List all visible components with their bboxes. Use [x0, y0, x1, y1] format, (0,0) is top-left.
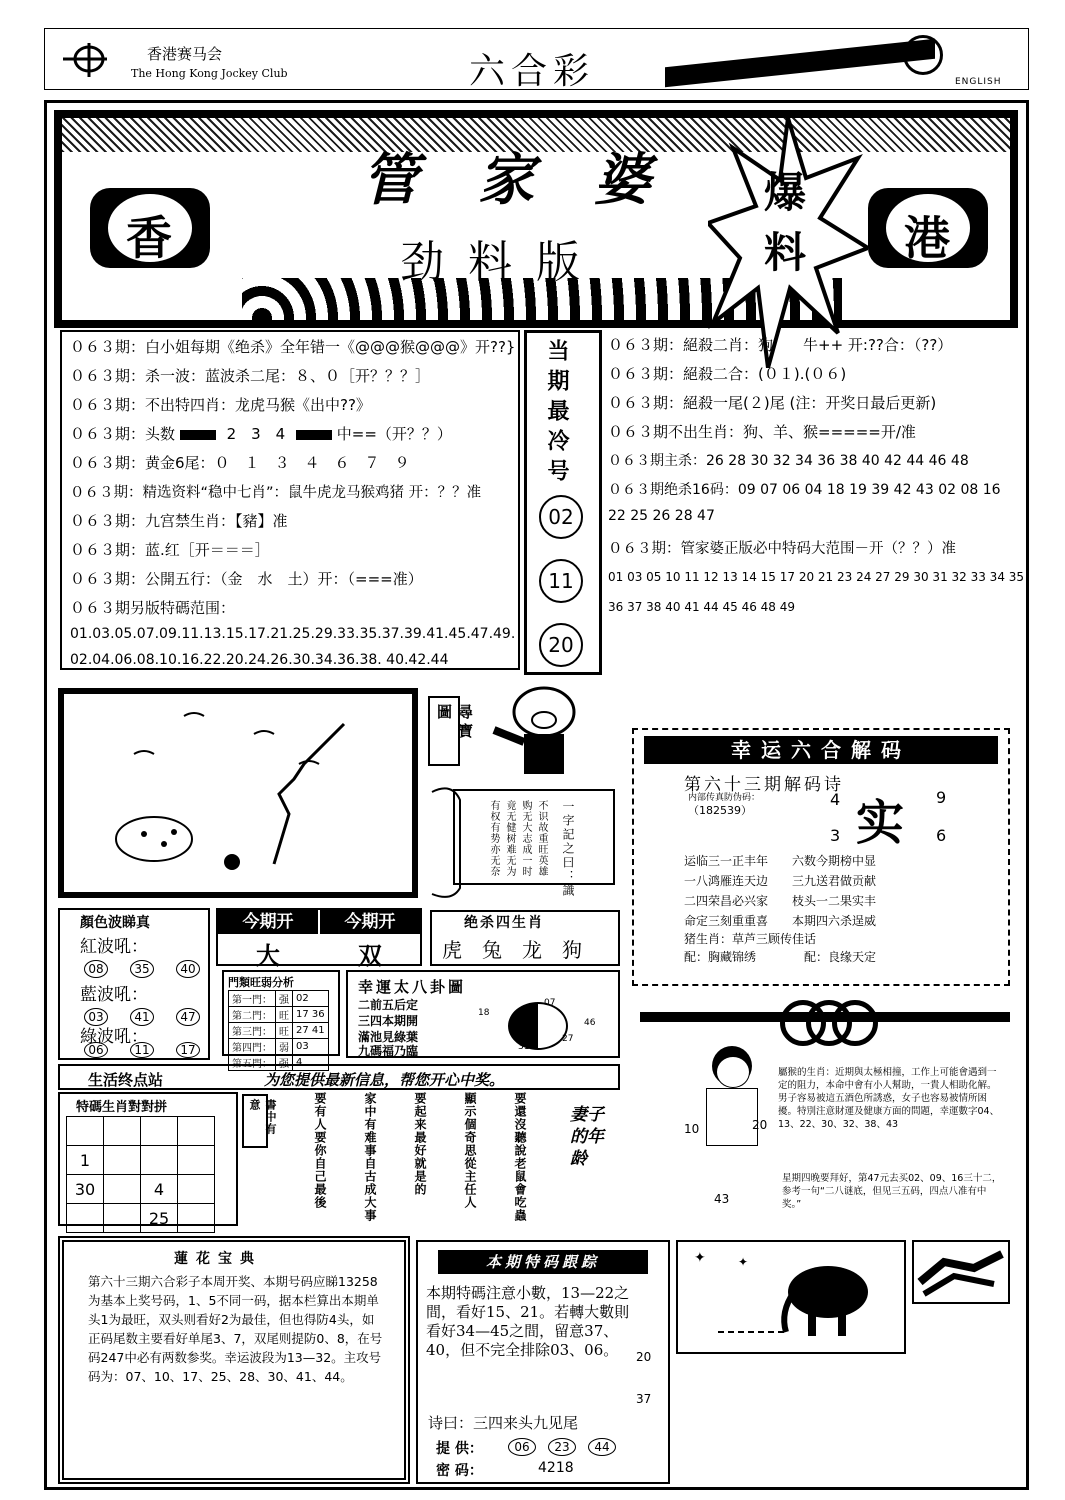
story-panel — [272, 1092, 536, 1232]
left-range-2: 02.04.06.08.10.16.22.20.24.26.30.34.36.38. 40.42.44 — [70, 652, 449, 668]
today-value-1: 大 — [256, 941, 280, 970]
banner-frame — [54, 110, 1018, 328]
gate-cell: 旺 — [276, 1023, 293, 1039]
elephant-drawing — [678, 1242, 904, 1352]
gate-cell: 第二門： — [229, 1007, 276, 1023]
zodiac-pair-title: 特碼生肖對對拼 — [76, 1100, 168, 1115]
red-num-2: 35 — [130, 960, 154, 978]
gate-cell: 03 — [293, 1039, 329, 1055]
track-code: 4218 — [538, 1460, 574, 1476]
gate-cell: 第四門： — [229, 1039, 276, 1055]
gate-cell: 4 — [293, 1055, 329, 1071]
banner-right-badge — [868, 188, 988, 268]
handshake-icon — [914, 1242, 1008, 1302]
left-info-panel — [60, 330, 520, 670]
bagua-line-3: 滿池見綠葉 — [358, 1030, 419, 1044]
today-panel — [216, 908, 422, 970]
track-side-1: 20 — [636, 1350, 652, 1364]
ring-icon — [832, 1000, 878, 1046]
hands-panel — [912, 1240, 1010, 1304]
info-line-3: ０６３期：不出特四肖：龙虎马猴《出中??》 — [70, 396, 371, 414]
table-row — [229, 1023, 329, 1039]
table-row — [229, 991, 329, 1007]
banner-subtitle: 劲料版 — [400, 237, 604, 288]
blue-wave-label: 藍波吼： — [80, 985, 148, 1005]
hint-label-box — [242, 1094, 277, 1148]
kill-four-panel — [430, 910, 620, 966]
track-text: 本期特碼注意小數，13—22之間，看好15、21。若轉大數則看好34—45之間，留意37、40，但不完全排除03、06。 — [426, 1284, 630, 1359]
bagua-num-1: 18 — [478, 1008, 490, 1018]
cold-number-3: 20 — [539, 623, 583, 667]
head-digits: 2 3 4 — [226, 425, 286, 443]
grid-cell: 25 — [141, 1204, 178, 1233]
gate-cell: 第三門： — [229, 1023, 276, 1039]
bagua-line-4: 九碼福乃臨 — [358, 1044, 419, 1058]
banner-left-badge — [90, 188, 210, 268]
treasure-label-box — [428, 696, 474, 766]
jockey-club-logo-icon — [61, 37, 109, 81]
svg-text:✦: ✦ — [738, 1255, 749, 1269]
treasure-map-frame — [58, 688, 418, 898]
right-info-panel — [606, 330, 1025, 670]
horse-banner-graphic — [665, 31, 935, 89]
grid-cell — [104, 1175, 141, 1204]
story-side-title — [570, 1104, 618, 1170]
grid-cell — [178, 1146, 215, 1175]
info-line-6: ０６３期：精选资料“稳中七肖”：鼠牛虎龙马猴鸡猪 开：？？准 — [70, 485, 482, 501]
table-row — [229, 1039, 329, 1055]
track-code-label: 密 码： — [436, 1463, 483, 1479]
info-line-9: ０６３期：公開五行：（金 水 土）开：（===准） — [70, 570, 423, 588]
elephant-panel — [676, 1240, 906, 1354]
grid-cell — [141, 1117, 178, 1146]
gate-table — [228, 990, 329, 1071]
zodiac-grid — [66, 1116, 215, 1233]
decode-panel — [632, 728, 1010, 986]
english-link[interactable]: ENGLISH — [955, 77, 1002, 87]
right-range-1: 01 03 05 10 11 12 13 14 15 17 20 21 23 24 27 29 30 31 32 33 34 35 — [608, 570, 1025, 584]
pig-mascot-icon — [486, 680, 596, 780]
color-wave-title: 顏色波睇真 — [80, 915, 150, 931]
grid-cell — [104, 1204, 141, 1233]
decode-line-4: 命定三刻重重喜 本期四六杀逞威 — [684, 914, 877, 928]
treasure-drawing — [64, 694, 412, 892]
today-header-1: 今期开 — [218, 910, 318, 934]
club-name-cn: 香港赛马会 — [147, 45, 223, 63]
decode-big-char: 实 — [856, 795, 905, 851]
kill-four-items: 虎 兔 龙 狗 — [442, 938, 582, 962]
woman-para-2: 星期四晚要拜好，第47元去买02、09、16三十二，参考一句“二八谜底，但见三五码，四点八准有中奖。” — [782, 1173, 1002, 1210]
gate-cell: 第一門： — [229, 991, 276, 1007]
woman-para-1: 屬猴的生肖：近期與太極相撞，工作上可能會遇到一定的阻力，本命中會有小人幫助，一貴人相助化解。男子容易被這五酒色所誘惑，女子也容易被情所困擾。特別注意財運及健康方面的問題，幸運數字04、13、22、30、32、38、43 — [778, 1067, 1000, 1130]
green-num-1: 06 — [84, 1042, 108, 1058]
decode-n2: 9 — [936, 788, 947, 807]
grid-cell — [178, 1117, 215, 1146]
banner-title: 管家婆 — [362, 147, 710, 213]
decode-line-3: 二四荣昌必兴家 枝头一二果实丰 — [684, 894, 877, 908]
right-line-5: ０６３期主杀：26 28 30 32 34 36 38 40 42 44 46 48 — [608, 453, 969, 469]
gate-cell: 第五門： — [229, 1055, 276, 1071]
grid-cell: 30 — [67, 1175, 104, 1204]
story-line-2: 顯示個奇思從主任人 — [463, 1092, 477, 1209]
bagua-num-4: 31 — [518, 1042, 530, 1052]
ad-strip — [58, 1064, 620, 1090]
grid-cell — [104, 1117, 141, 1146]
green-num-2: 11 — [130, 1042, 154, 1058]
gate-cell: 旺 — [276, 1007, 293, 1023]
track-poem: 诗曰：三四来头九见尾 — [428, 1414, 579, 1432]
info-line-1: ０６３期：白小姐每期《绝杀》全年错一《@@@猴@@@》开??} — [70, 338, 516, 356]
info-line-4 — [70, 423, 452, 444]
zodiac-pair-panel — [58, 1092, 238, 1226]
today-value-2: 双 — [358, 941, 382, 970]
cold-number-panel — [524, 330, 602, 675]
woman-n1: 10 — [684, 1122, 700, 1136]
grid-cell — [178, 1204, 215, 1233]
burst-text: 爆料 — [758, 170, 807, 290]
kill-four-title: 绝杀四生肖 — [464, 915, 544, 931]
red-num-3: 40 — [176, 960, 200, 978]
track-panel — [416, 1240, 670, 1484]
story-line-5: 要有人要你自己最後 — [313, 1092, 327, 1209]
color-wave-panel — [58, 908, 210, 1060]
decode-title: 第六十三期解码诗 — [684, 775, 844, 795]
decode-code: （182539） — [688, 804, 752, 817]
cold-number-2: 11 — [539, 559, 583, 603]
hkjc-round-icon — [903, 35, 943, 75]
red-wave-label: 紅波吼： — [80, 937, 148, 957]
track-side-2: 37 — [636, 1392, 652, 1406]
scroll-line-4: 不识故重旺英雄 — [536, 800, 547, 877]
info-line-10: ０６３期另版特碼范围： — [70, 599, 236, 617]
gate-title: 門類旺弱分析 — [228, 976, 294, 989]
gate-cell: 强 — [276, 991, 293, 1007]
info-line-7: ０６３期：九宫禁生肖：【豬】准 — [70, 512, 288, 530]
banner-right-char: 港 — [904, 211, 950, 265]
gate-cell: 强 — [276, 1055, 293, 1071]
red-num-1: 08 — [84, 960, 108, 978]
grid-cell — [67, 1117, 104, 1146]
cold-label: 当期最冷号 — [544, 339, 569, 489]
info-line-8: ０６３期：蓝.红［开＝＝＝］ — [70, 541, 270, 559]
today-header-2: 今期开 — [320, 910, 420, 934]
grid-cell: 1 — [67, 1146, 104, 1175]
green-num-3: 17 — [176, 1042, 200, 1058]
info-line-2: ０６３期：杀一波：蓝波杀二尾：８、０［开？？？］ — [70, 367, 431, 385]
blue-num-1: 03 — [84, 1008, 108, 1026]
grid-cell — [178, 1175, 215, 1204]
track-provide-3: 44 — [588, 1438, 616, 1456]
lotus-title: 蓮花宝典 — [174, 1251, 262, 1267]
gate-cell: 弱 — [276, 1039, 293, 1055]
svg-text:✦: ✦ — [694, 1250, 706, 1266]
track-provide-2: 23 — [548, 1438, 576, 1456]
left-range-1: 01.03.05.07.09.11.13.15.17.21.25.29.33.35.37.39.41.45.47.49. — [70, 626, 516, 642]
right-line-1: ０６３期：絕殺二肖：狗 牛++ 开:??合：（??） — [608, 336, 953, 354]
lotus-panel — [58, 1236, 410, 1484]
info-line-5: ０６３期：黄金6尾：０ １ ３ ４ ６ ７ ９ — [70, 454, 410, 472]
gate-cell: 17 36 — [293, 1007, 329, 1023]
right-line-3: ０６３期：絕殺一尾(２)尾 (注：开奖日最后更新) — [608, 394, 937, 412]
scroll-line-3: 购无大志成一时 — [520, 800, 531, 877]
lotus-text: 第六十三期六合彩子本周开奖、本期号码应睇13258为基本上奖号码，1、5不同一码，据本栏算出本期单头1为最旺，双头则看好2为最佳，但也得防4头，如正码尾数主要看好单尾3、7，双尾则提防0、8，在号码247中必有两数参奖。幸运波段为13—32。主攻号码为：07、10、17、25、28、30、41、44。 — [88, 1274, 383, 1384]
scroll-line-2: 竟无健树难无为 — [504, 800, 515, 877]
blue-num-2: 41 — [130, 1008, 154, 1026]
story-line-4: 家中有难事自古成大事 — [363, 1092, 377, 1222]
story-side-text: 妻子的年龄 — [570, 1105, 604, 1169]
right-range-2: 36 37 38 40 41 44 45 46 48 49 — [608, 600, 796, 614]
decode-line-5: 猪生肖：草芦三顾传佳话 — [684, 932, 817, 946]
gate-cell: 02 — [293, 991, 329, 1007]
bagua-num-3: 46 — [584, 1018, 596, 1028]
ad-text: 生活终点站 — [88, 1071, 164, 1089]
right-line-7: 22 25 26 28 47 — [608, 508, 715, 524]
grid-cell: 4 — [141, 1175, 178, 1204]
woman-n3: 43 — [714, 1192, 730, 1206]
decode-line-1: 运临三一正丰年 六数今期榜中显 — [684, 854, 877, 868]
track-provide-1: 06 — [508, 1438, 536, 1456]
bagua-line-1: 二前五后定 — [358, 998, 419, 1012]
right-line-2: ０６３期：絕殺二合：(０１).(０６) — [608, 365, 847, 383]
gate-panel — [222, 970, 340, 1070]
info-line-4-label: ０６３期：头数 — [70, 425, 176, 443]
redacted-block — [180, 430, 216, 440]
ring-banner — [640, 1000, 1010, 1046]
lottery-title: 六合彩 — [469, 51, 596, 92]
green-wave-label: 綠波吼： — [80, 1027, 148, 1047]
bagua-num-5: 27 — [562, 1034, 574, 1044]
decode-banner: 幸运六合解码 — [644, 736, 998, 764]
decode-line-6: 配：胸藏锦绣 配：良缘天定 — [684, 950, 877, 964]
story-line-3: 要起来最好就是的 — [413, 1092, 427, 1196]
yin-yang-icon — [508, 1002, 568, 1050]
blue-num-3: 47 — [176, 1008, 200, 1026]
header-bar — [44, 28, 1029, 90]
table-row — [229, 1007, 329, 1023]
grid-cell — [67, 1204, 104, 1233]
hint-label: 書中有意 — [248, 1099, 277, 1135]
woman-n2: 20 — [752, 1118, 768, 1132]
decode-n1: 4 — [830, 790, 841, 809]
decode-n4: 6 — [936, 826, 947, 845]
track-title: 本期特码跟踪 — [438, 1250, 648, 1274]
bagua-line-2: 三四本期開 — [358, 1014, 419, 1028]
gate-cell: 27 41 — [293, 1023, 329, 1039]
bagua-num-2: 07 — [544, 998, 556, 1008]
right-line-6: ０６３期绝杀16码：09 07 06 04 18 19 39 42 43 02 08 16 — [608, 482, 1001, 498]
scroll-line-1: 有权有势亦无奈 — [488, 800, 499, 877]
club-name-en: The Hong Kong Jockey Club — [131, 67, 288, 80]
head-tail: 中==（开？？） — [336, 425, 452, 443]
cold-number-1: 02 — [539, 495, 583, 539]
ad-text-2: 为您提供最新信息，帮您开心中奖。 — [264, 1071, 505, 1089]
track-provide-label: 提 供： — [436, 1441, 483, 1457]
treasure-label: 尋寶圖 — [435, 704, 474, 742]
right-line-4: ０６３期不出生肖：狗、羊、猴=====开/准 — [608, 423, 916, 441]
decode-n3: 3 — [830, 826, 841, 845]
bagua-title: 幸運太八卦圖 — [358, 978, 467, 996]
decode-line-2: 一八鸿雁连天边 三九送君做贡献 — [684, 874, 877, 888]
decode-sub: 内部传真防伪码： — [688, 793, 761, 803]
redacted-block — [296, 430, 332, 440]
grid-cell — [141, 1146, 178, 1175]
bagua-panel — [346, 970, 620, 1058]
right-line-8: ０６３期：管家婆正版必中特码大范围－开（？？）准 — [608, 541, 956, 557]
grid-cell — [104, 1146, 141, 1175]
scroll-title: 一字記之曰：識 — [561, 800, 575, 898]
story-line-1: 要還沒聽說老鼠會吃蟲 — [513, 1092, 527, 1222]
banner-left-char: 香 — [126, 211, 172, 265]
